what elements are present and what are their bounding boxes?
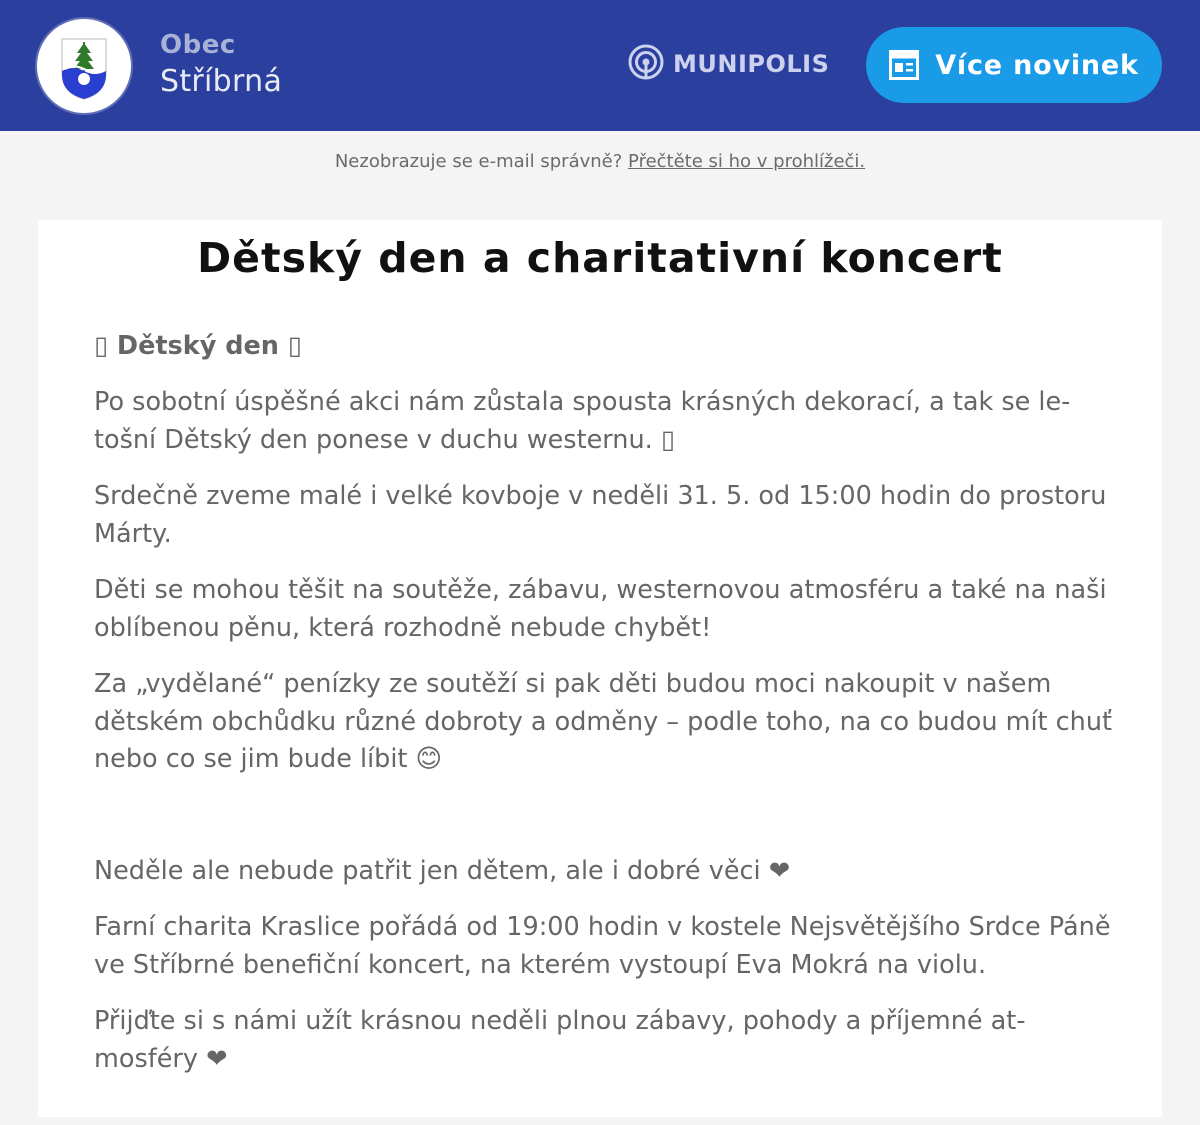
article-paragraph: Přijďte si s námi užít krásnou neděli plnou zábavy, pohody a příjemné atmosféry ❤ [94,1006,1026,1074]
coat-of-arms-icon [37,19,131,113]
town-name: Stříbrná [160,64,283,99]
more-news-label: Více novinek [935,49,1139,81]
article-paragraph: Po sobotní úspěšné akci nám zůstala spousta krásných dekorací, a tak se letošní Dětský den ponese v duchu westernu. ▯ [94,387,1071,455]
newspaper-icon [889,50,919,80]
article-paragraph: Neděle ale nebude patřit jen dětem, ale i dobré věci ❤ [94,856,791,886]
article-body [94,328,1114,1074]
article-paragraph: Děti se mohou těšit na soutěže, zábavu, westernovou atmosféru a také na naši oblíbenou pěnu, která rozhodně nebude chybět! [94,575,1107,643]
munipolis-label: MUNIPOLIS [673,50,830,78]
munipolis-brand[interactable] [627,44,829,84]
article-paragraph: Za „vydělané“ penízky ze soutěží si pak děti budou moci nakoupit v našem dětském obchůdku různé dobroty a odměny – podle toho, na co budou mít chuť nebo co se jim bude líbit 😊 [94,669,1112,774]
article-paragraph: Srdečně zveme malé i velké kovboje v neděli 31. 5. od 15:00 hodin do prostoru Márty. [94,481,1107,549]
article-paragraph: Farní charita Kraslice pořádá od 19:00 hodin v kostele Nejsvětějšího Srdce Páně ve Stříbrné benefiční koncert, na kterém vystoupí Eva Mokrá na violu. [94,912,1111,980]
broadcast-icon [627,43,665,85]
town-prefix: Obec [160,30,236,60]
view-in-browser-link[interactable]: Přečtěte si ho v prohlížeči. [628,151,866,172]
browser-notice [0,151,1200,172]
notice-text: Nezobrazuje se e-mail správně? [334,151,623,172]
email-header [0,0,1200,131]
more-news-button[interactable] [866,27,1162,103]
town-logo[interactable] [37,19,131,113]
article-subheading: ▯ Dětský den ▯ [94,331,302,361]
article-title: Dětský den a charitativní koncert [197,234,1003,282]
